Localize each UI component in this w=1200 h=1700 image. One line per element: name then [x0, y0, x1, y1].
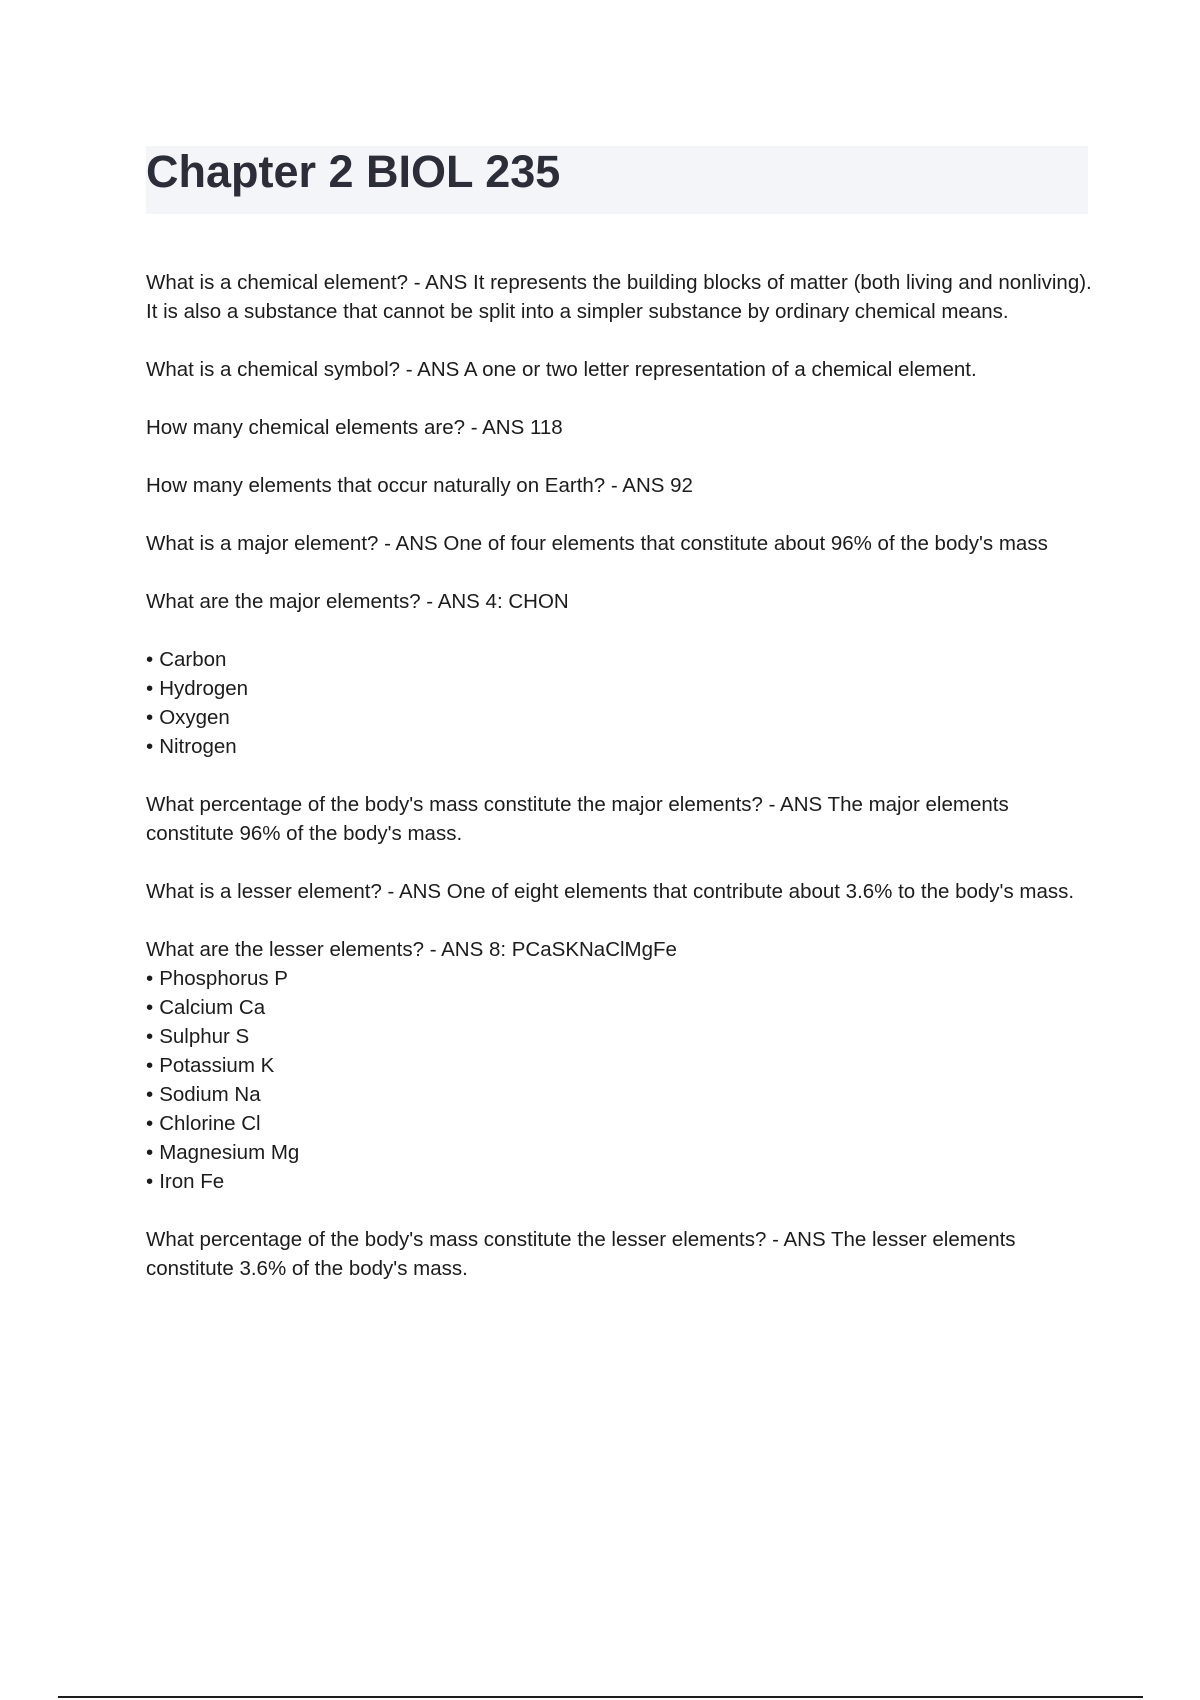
qa-item	[146, 355, 1096, 384]
list-item: • Hydrogen	[146, 674, 1096, 703]
answer-separator: - ANS	[465, 416, 530, 439]
answer-text: One of four elements that constitute about 96% of the body's mass	[443, 532, 1048, 555]
answer-text: 118	[529, 416, 563, 439]
list-item: • Calcium Ca	[146, 993, 1096, 1022]
answer-text: The lesser elements constitute 3.6% of the body's mass.	[146, 1228, 1016, 1280]
qa-item	[146, 877, 1096, 906]
major-elements-list	[146, 645, 1096, 761]
list-item: • Chlorine Cl	[146, 1109, 1096, 1138]
question-text: What percentage of the body's mass constitute the major elements?	[146, 793, 763, 816]
footer-divider	[58, 1696, 1143, 1698]
question-text: How many chemical elements are?	[146, 416, 466, 439]
answer-separator: - ANS	[762, 793, 828, 816]
answer-text: It represents the building blocks of matter (both living and nonliving). It is also a substance that cannot be split into a simpler substance by ordinary chemical means.	[146, 271, 1092, 323]
lesser-elements-list	[146, 964, 1096, 1196]
question-text: What are the lesser elements?	[146, 938, 425, 961]
list-item: • Sulphur S	[146, 1022, 1096, 1051]
answer-separator: - ANS	[381, 880, 447, 903]
document-body	[146, 268, 1096, 1312]
list-item: • Carbon	[146, 645, 1096, 674]
list-item: • Oxygen	[146, 703, 1096, 732]
answer-separator: - ANS	[400, 358, 464, 381]
qa-item	[146, 587, 1096, 616]
answer-text: 92	[670, 474, 693, 497]
list-item: • Iron Fe	[146, 1167, 1096, 1196]
answer-separator: - ANS	[424, 938, 489, 961]
answer-text: A one or two letter representation of a chemical element.	[463, 358, 977, 381]
answer-text: 8: PCaSKNaClMgFe	[488, 938, 677, 961]
question-text: What is a chemical symbol?	[146, 358, 401, 381]
qa-item	[146, 268, 1096, 326]
page-title: Chapter 2 BIOL 235	[146, 146, 561, 197]
answer-separator: - ANS	[766, 1228, 831, 1251]
list-item: • Phosphorus P	[146, 964, 1096, 993]
list-item: • Sodium Na	[146, 1080, 1096, 1109]
qa-item	[146, 413, 1096, 442]
answer-separator: - ANS	[408, 271, 473, 294]
question-text: What are the major elements?	[146, 590, 421, 613]
list-item: • Potassium K	[146, 1051, 1096, 1080]
list-item: • Nitrogen	[146, 732, 1096, 761]
question-text: What is a major element?	[146, 532, 379, 555]
answer-text: The major elements constitute 96% of the body's mass.	[146, 793, 1009, 845]
qa-item	[146, 529, 1096, 558]
question-text: What percentage of the body's mass constitute the lesser elements?	[146, 1228, 767, 1251]
answer-separator: - ANS	[378, 532, 444, 555]
answer-separator: - ANS	[420, 590, 486, 613]
qa-item	[146, 790, 1096, 848]
qa-item	[146, 935, 1096, 964]
qa-item	[146, 1225, 1096, 1283]
answer-text: 4: CHON	[485, 590, 569, 613]
qa-item	[146, 471, 1096, 500]
answer-text: One of eight elements that contribute about 3.6% to the body's mass.	[446, 880, 1075, 903]
question-text: What is a lesser element?	[146, 880, 382, 903]
list-item: • Magnesium Mg	[146, 1138, 1096, 1167]
question-text: How many elements that occur naturally on Earth?	[146, 474, 606, 497]
answer-separator: - ANS	[605, 474, 671, 497]
question-text: What is a chemical element?	[146, 271, 409, 294]
